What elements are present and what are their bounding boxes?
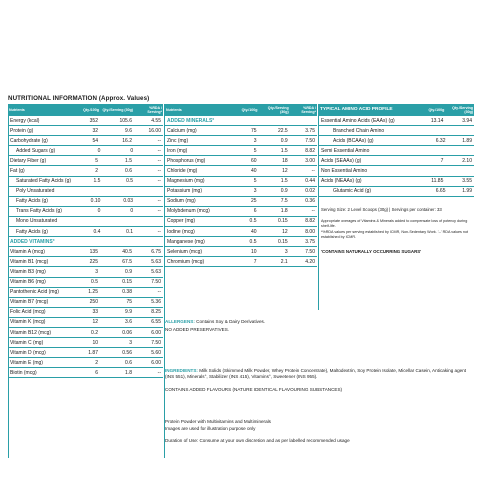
- table-row: [8, 156, 163, 166]
- qty-per-100g: 5: [253, 147, 257, 154]
- nutrient-name: Vitamin A (mcg): [10, 248, 45, 255]
- rda-per-serving: 3.00: [305, 157, 315, 164]
- qty-per-serving: 0.38: [122, 289, 132, 296]
- ingredients-statement: [165, 368, 470, 381]
- nutrient-name: Zinc (mg): [167, 137, 189, 144]
- table-row: [165, 126, 317, 136]
- nutrient-name: Iodine (mcg): [167, 228, 195, 235]
- qty-per-100g: 25: [250, 198, 257, 205]
- qty-per-serving: 1.89: [462, 137, 472, 144]
- qty-per-100g: 10: [250, 248, 257, 255]
- nutrient-name: Vitamin B3 (mg): [10, 268, 46, 275]
- illustration-note: Images are used for illustration purpose only: [165, 426, 256, 431]
- table-row: [8, 308, 163, 318]
- qty-per-100g: 225: [89, 258, 98, 265]
- nutrient-name: Chloride (mg): [167, 168, 198, 175]
- qty-per-100g: 1.87: [88, 349, 98, 356]
- table-row: [8, 288, 163, 298]
- nutrient-name: Vitamin B6 (mg): [10, 279, 46, 286]
- qty-per-serving: 12: [282, 228, 288, 235]
- rda-per-serving: 7.50: [151, 279, 161, 286]
- qty-per-100g: 2: [95, 359, 98, 366]
- qty-per-100g: 0.5: [91, 279, 98, 286]
- rda-per-serving: 0.02: [305, 188, 315, 195]
- table-row: [8, 177, 163, 187]
- qty-per-serving: 1.5: [280, 147, 288, 154]
- nutrient-name: Protein (g): [10, 127, 34, 134]
- table-row: [8, 227, 163, 237]
- nutrition-label: [8, 94, 474, 458]
- rda-per-serving: 3.75: [305, 127, 315, 134]
- allergens-text: Contains Soy & Dairy Derivatives.: [196, 319, 266, 324]
- nutrient-name: Fat (g): [10, 168, 25, 175]
- middle-table-body: [165, 116, 317, 267]
- nutrient-name: Molybdenum (mcg): [167, 208, 210, 215]
- rda-per-serving: 4.55: [151, 117, 161, 124]
- rda-per-serving: 4.20: [305, 258, 315, 265]
- nutrient-name: Vitamin B12 (mcg): [10, 329, 52, 336]
- rda-per-serving: --: [157, 147, 161, 154]
- rda-per-serving: 5.63: [151, 268, 161, 275]
- qty-per-serving: 22.5: [277, 127, 288, 134]
- qty-per-serving: 0.6: [125, 359, 132, 366]
- product-description: Protein Powder with Multivitamins and Multiminerals: [165, 419, 271, 424]
- qty-per-100g: 7: [440, 157, 444, 164]
- qty-per-serving: 2.1: [280, 258, 288, 265]
- rda-per-serving: --: [311, 208, 315, 215]
- contains-added-flavours: CONTAINS ADDED FLAVOURS (NATURE IDENTICAL FLAVOURING SUBSTANCES): [165, 387, 343, 392]
- left-table-body: [8, 116, 163, 378]
- ingredients-label: INGREDIENTS:: [165, 368, 198, 373]
- table-row: [8, 267, 163, 277]
- rda-per-serving: --: [157, 168, 161, 175]
- table-row: [165, 197, 317, 207]
- table-row: [165, 257, 317, 267]
- nutrient-name: Vitamin C (mg): [10, 339, 44, 346]
- panel-divider: [164, 104, 165, 458]
- qty-per-serving: 67.5: [122, 258, 132, 265]
- qty-per-100g: 40: [250, 168, 257, 175]
- nutrient-name: Fatty Acids (g): [16, 228, 48, 235]
- nutrient-name: Calcium (mg): [167, 127, 197, 134]
- qty-per-100g: 40: [250, 228, 257, 235]
- nutrient-name: Selenium (mcg): [167, 248, 203, 255]
- rda-per-serving: --: [157, 369, 161, 376]
- rda-per-serving: 3.75: [305, 238, 315, 245]
- table-row: [165, 116, 317, 126]
- nutrient-name: Vitamin B1 (mcg): [10, 258, 49, 265]
- header-rda: %RDA / Serving*: [147, 106, 162, 114]
- rda-per-serving: 6.55: [151, 319, 161, 326]
- table-row: [8, 136, 163, 146]
- nutrient-name: Poly Unsaturated: [16, 188, 55, 195]
- table-row: [319, 126, 474, 136]
- header-rda: %RDA / Serving*: [301, 106, 316, 114]
- qty-per-100g: 0.5: [249, 238, 257, 245]
- qty-per-serving: 0.56: [122, 349, 132, 356]
- ingredients-text: Milk Solids (Skimmed Milk Powder, Whey Protein Concentrate), Maltodextrin, Soy Protein Isolate, Micellar Casein, Anticaking agent (INS 551), Minerals°, Stabilizer (INS 415), Vitamins°, Sweetener (INS 955).: [165, 368, 467, 380]
- qty-per-100g: 250: [89, 299, 98, 306]
- qty-per-100g: 0: [97, 208, 101, 215]
- nutrient-name: Added Sugars (g): [16, 147, 56, 154]
- nutrient-name: Acids (NEAAs) (g): [321, 178, 362, 185]
- nutrient-name: Mono Unsaturated: [16, 218, 58, 225]
- table-row: [8, 278, 163, 288]
- qty-per-serving: 0.15: [122, 279, 132, 286]
- nutrient-name: Magnesium (mg): [167, 178, 205, 185]
- rda-per-serving: --: [157, 178, 161, 185]
- qty-per-serving: 3.94: [462, 117, 472, 124]
- header-qty-serving: Qty./Serving (30g): [267, 106, 289, 114]
- nutrient-name: Branched Chain Amino: [333, 127, 385, 134]
- amino-table-body: [319, 116, 474, 197]
- panel-outline: [8, 104, 9, 458]
- qty-per-serving: 0: [130, 208, 134, 215]
- qty-per-serving: 9.6: [125, 127, 132, 134]
- naturally-occurring-sugars: 'CONTAINS NATURALLY OCCURRING SUGARS': [321, 249, 422, 254]
- table-row: [8, 358, 163, 368]
- rda-per-serving: 6.00: [151, 359, 161, 366]
- nutrient-name: Folic Acid (mcg): [10, 309, 46, 316]
- nutrient-name: Vitamin D (mcg): [10, 349, 46, 356]
- nutrient-name: Sodium (mg): [167, 198, 196, 205]
- qty-per-100g: 75: [250, 127, 257, 134]
- duration-of-use: Duration of Use: Consume at your own discretion and as per labelled recommended usage: [165, 438, 350, 443]
- qty-per-100g: 6.65: [435, 188, 446, 195]
- header-qty-100g: Qty./100g: [428, 108, 445, 112]
- table-row: [165, 166, 317, 176]
- nutrient-name: Essential Amino Acids (EAAs) (g): [321, 117, 395, 124]
- table-row: [8, 146, 163, 156]
- table-row: [165, 217, 317, 227]
- table-row: [8, 318, 163, 328]
- nutrient-name: Vitamin E (mg): [10, 359, 43, 366]
- qty-per-100g: 54: [92, 137, 98, 144]
- panel-divider: [318, 104, 319, 310]
- table-row: [8, 298, 163, 308]
- nutrient-name: Dietary Fiber (g): [10, 157, 47, 164]
- table-row: [165, 177, 317, 187]
- nutrient-name: Saturated Fatty Acids (g): [16, 178, 72, 185]
- qty-per-100g: 352: [89, 117, 98, 124]
- nutrient-name: Acids (SEAAs) (g): [321, 157, 362, 164]
- qty-per-100g: 0.2: [91, 329, 98, 336]
- qty-per-100g: 3: [253, 188, 257, 195]
- rda-per-serving: 6.00: [151, 329, 161, 336]
- rda-per-serving: --: [157, 137, 161, 144]
- table-row: [8, 328, 163, 338]
- rda-per-serving: --: [157, 208, 161, 215]
- nutrient-name: Biotin (mcg): [10, 369, 37, 376]
- table-row: [165, 136, 317, 146]
- rda-per-serving: --: [157, 228, 161, 235]
- qty-per-100g: 0: [97, 147, 101, 154]
- nutrient-name: Energy (kcal): [10, 117, 40, 124]
- table-row: [8, 348, 163, 358]
- qty-per-serving: 0.15: [277, 218, 288, 225]
- qty-per-serving: 0: [130, 147, 134, 154]
- qty-per-100g: 5: [95, 157, 98, 164]
- left-nutrient-table: [8, 104, 163, 378]
- table-row: [8, 197, 163, 207]
- header-qty-100g: Qty./100g: [241, 108, 258, 112]
- qty-per-100g: 13.14: [430, 117, 444, 124]
- allergens-label: ALLERGENS:: [165, 319, 195, 324]
- qty-per-serving: 0.5: [126, 178, 134, 185]
- qty-per-serving: 3.55: [462, 178, 472, 185]
- qty-per-serving: 40.5: [122, 248, 132, 255]
- nutrient-name: Semi Essential Amino: [321, 147, 370, 154]
- nutrient-name: Glutamic Acid (g): [333, 188, 372, 195]
- qty-per-serving: 0.9: [280, 188, 288, 195]
- header-qty-serving: Qty./Serving (30g): [102, 108, 133, 112]
- qty-per-serving: 18: [282, 157, 288, 164]
- rda-per-serving: 8.82: [305, 218, 315, 225]
- qty-per-100g: 2: [95, 168, 98, 175]
- header-nutrients: Nutrients: [166, 108, 182, 112]
- table-row: [319, 136, 474, 146]
- qty-per-serving: 75: [126, 299, 132, 306]
- qty-per-100g: 0.5: [249, 218, 257, 225]
- table-row: [8, 257, 163, 267]
- table-row: [8, 166, 163, 176]
- left-table-header: [8, 104, 163, 116]
- label-title: NUTRITIONAL INFORMATION (Approx. Values): [8, 95, 150, 102]
- qty-per-serving: 3.6: [125, 319, 132, 326]
- qty-per-100g: 6: [253, 208, 257, 215]
- middle-table-header: [165, 104, 317, 116]
- table-row: [165, 247, 317, 257]
- table-row: [8, 187, 163, 197]
- table-row: [319, 187, 474, 197]
- qty-per-100g: 135: [89, 248, 98, 255]
- allergens-statement: [165, 319, 465, 325]
- table-row: [8, 217, 163, 227]
- rda-per-serving: 7.50: [305, 248, 315, 255]
- qty-per-100g: 1.5: [93, 178, 101, 185]
- qty-per-100g: 33: [92, 309, 98, 316]
- qty-per-100g: 10: [92, 339, 98, 346]
- rda-per-serving: 0.36: [305, 198, 315, 205]
- qty-per-100g: 12: [92, 319, 98, 326]
- rda-per-serving: 5.60: [151, 349, 161, 356]
- qty-per-100g: 7: [253, 258, 257, 265]
- nutrient-name: Copper (mg): [167, 218, 196, 225]
- nutrient-name: Potassium (mg): [167, 188, 203, 195]
- no-added-preservatives: NO ADDED PRESERVATIVES.: [165, 327, 230, 332]
- table-row: [319, 116, 474, 126]
- serving-size: Serving Size: 2 Level Scoops (30g) | Servings per container: 33: [321, 207, 442, 212]
- table-row: [8, 116, 163, 126]
- table-row: [165, 207, 317, 217]
- table-row: [165, 227, 317, 237]
- amino-acid-table: [319, 104, 474, 197]
- rda-per-serving: --: [311, 168, 315, 175]
- table-row: [8, 207, 163, 217]
- nutrient-name: Non Essential Amino: [321, 168, 368, 175]
- qty-per-serving: 12: [282, 168, 288, 175]
- table-row: [8, 126, 163, 136]
- nutrient-name: ADDED MINERALS°: [167, 117, 215, 124]
- nutrient-name: Vitamin K (mcg): [10, 319, 46, 326]
- qty-per-serving: 0.6: [125, 168, 132, 175]
- qty-per-serving: 0.1: [126, 228, 134, 235]
- nutrient-name: ADDED VITAMINS°: [10, 238, 55, 245]
- table-row: [8, 247, 163, 257]
- rda-per-serving: 8.00: [305, 228, 315, 235]
- qty-per-serving: 0.9: [125, 268, 132, 275]
- rda-per-serving: --: [157, 289, 161, 296]
- qty-per-serving: 3: [284, 248, 288, 255]
- qty-per-100g: 6.32: [435, 137, 446, 144]
- nutrient-name: Iron (mg): [167, 147, 188, 154]
- nutrient-name: Carbohydrate (g): [10, 137, 48, 144]
- table-row: [8, 368, 163, 378]
- qty-per-100g: 0.4: [93, 228, 101, 235]
- middle-nutrient-table: [165, 104, 317, 267]
- table-row: [165, 156, 317, 166]
- qty-per-100g: 0.10: [90, 198, 101, 205]
- header-qty-serving: Qty./Serving (30g): [452, 106, 473, 114]
- table-row: [319, 166, 474, 176]
- qty-per-serving: 1.5: [125, 157, 132, 164]
- rda-per-serving: 16.00: [148, 127, 161, 134]
- table-row: [319, 177, 474, 187]
- qty-per-100g: 3: [253, 137, 257, 144]
- amino-table-header: [319, 104, 474, 116]
- qty-per-serving: 1.8: [125, 369, 132, 376]
- rda-per-serving: 7.50: [151, 339, 161, 346]
- header-amino-profile: TYPICAL AMINO ACID PROFILE: [320, 107, 393, 112]
- nutrient-name: Acids (BCAAs) (g): [333, 137, 374, 144]
- qty-per-serving: 105.6: [119, 117, 132, 124]
- overage-note: Appropriate overages of Vitamins & Minerals added to compensate loss of potency during shelf-life.: [321, 219, 468, 228]
- rda-per-serving: 0.44: [305, 178, 315, 185]
- header-qty-100g: Qty./100g: [83, 108, 99, 112]
- rda-note: *%RDA values per serving established by ICMR, Non-Sedentary Work. '--' RDA values not established by ICMR.: [321, 230, 469, 239]
- rda-per-serving: 8.25: [151, 309, 161, 316]
- qty-per-serving: 0.9: [280, 137, 288, 144]
- qty-per-serving: 0.06: [122, 329, 132, 336]
- qty-per-serving: 0.03: [123, 198, 134, 205]
- qty-per-serving: 1.8: [280, 208, 288, 215]
- rda-per-serving: 5.36: [151, 299, 161, 306]
- qty-per-100g: 60: [250, 157, 257, 164]
- qty-per-serving: 3: [129, 339, 132, 346]
- rda-per-serving: 5.63: [151, 258, 161, 265]
- qty-per-serving: 2.10: [462, 157, 472, 164]
- qty-per-100g: 11.85: [431, 178, 444, 185]
- rda-per-serving: 8.82: [305, 147, 315, 154]
- nutrient-name: Manganese (mg): [167, 238, 205, 245]
- qty-per-serving: 7.5: [280, 198, 288, 205]
- table-row: [165, 237, 317, 247]
- rda-per-serving: 7.50: [305, 137, 315, 144]
- nutrient-name: Pantothenic Acid (mg): [10, 289, 59, 296]
- qty-per-serving: 16.2: [122, 137, 132, 144]
- qty-per-100g: 3: [95, 268, 98, 275]
- nutrient-name: Trans Fatty Acids (g): [16, 208, 62, 215]
- qty-per-100g: 5: [253, 178, 257, 185]
- qty-per-100g: 1.25: [88, 289, 98, 296]
- nutrient-name: Chromium (mcg): [167, 258, 205, 265]
- nutrient-name: Phosphorus (mg): [167, 157, 206, 164]
- table-row: [319, 146, 474, 156]
- table-row: [319, 156, 474, 166]
- qty-per-serving: 1.99: [462, 188, 472, 195]
- rda-per-serving: --: [157, 157, 161, 164]
- nutrient-name: Fatty Acids (g): [16, 198, 48, 205]
- qty-per-serving: 1.5: [280, 178, 288, 185]
- table-row: [8, 338, 163, 348]
- rda-per-serving: 6.75: [151, 248, 161, 255]
- header-nutrients: Nutrients: [9, 108, 25, 112]
- rda-per-serving: --: [157, 198, 161, 205]
- qty-per-100g: 32: [92, 127, 98, 134]
- qty-per-100g: 6: [95, 369, 98, 376]
- qty-per-serving: 0.15: [277, 238, 288, 245]
- nutrient-name: Vitamin B7 (mcg): [10, 299, 49, 306]
- qty-per-serving: 9.9: [125, 309, 132, 316]
- table-row: [8, 237, 163, 247]
- table-row: [165, 146, 317, 156]
- table-row: [165, 187, 317, 197]
